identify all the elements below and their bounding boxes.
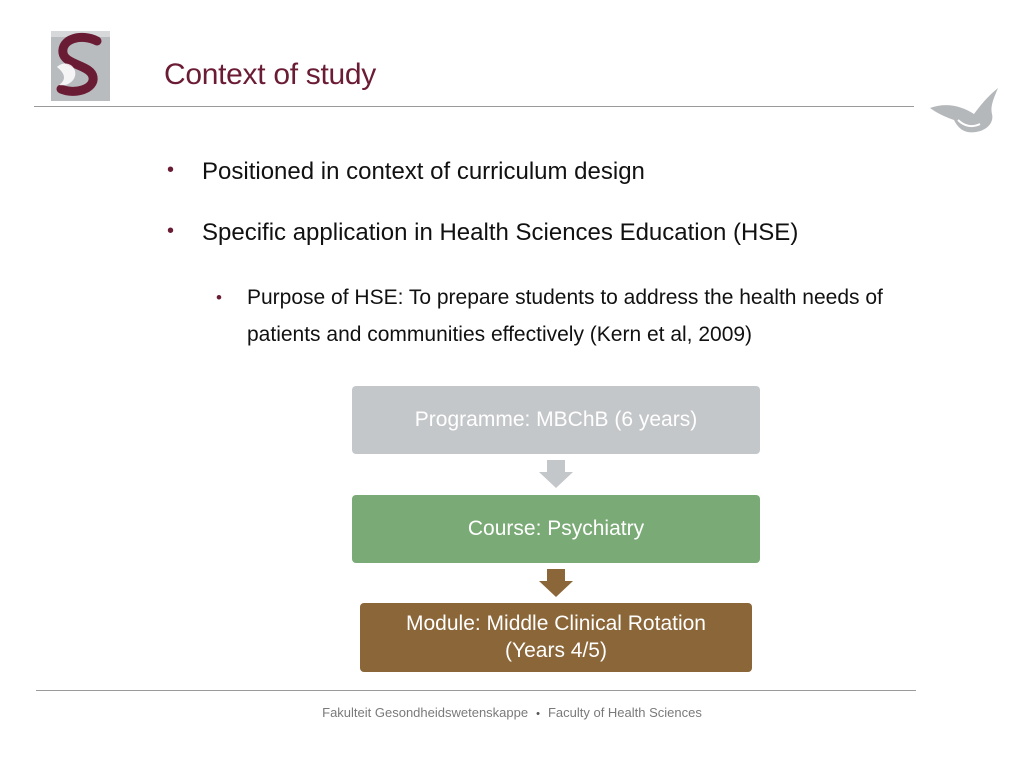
bullet-marker: • [167,159,175,181]
footer-right-text: Faculty of Health Sciences [547,705,702,720]
footer [0,705,1024,720]
bullet-item-2 [167,219,799,248]
course-box [352,495,760,563]
footer-separator: • [536,708,540,720]
footer-left-text: Fakulteit Gesondheidswetenskappe [322,705,529,720]
programme-box [352,386,760,454]
module-label-line2: (Years 4/5) [505,638,607,662]
sub-bullet-marker: • [216,288,222,307]
slide-title: Context of study [164,58,376,91]
bullet-marker: • [167,220,175,242]
sub-bullet-text: Purpose of HSE: To prepare students to address the health needs of patients and communities effectively (Kern et al, 2009) [247,286,883,346]
bullet-item-1 [167,158,645,187]
module-label-line1: Module: Middle Clinical Rotation [406,612,706,636]
down-arrow-icon [539,569,573,597]
sub-bullet-item [216,279,887,353]
course-label: Course: Psychiatry [467,516,645,540]
module-box [360,603,752,672]
programme-label: Programme: MBChB (6 years) [414,407,698,431]
top-divider [34,106,914,107]
bullet-text: Positioned in context of curriculum design [202,158,645,185]
bullet-text: Specific application in Health Sciences Education (HSE) [202,219,799,246]
university-logo [51,31,110,101]
bottom-divider [36,690,916,691]
down-arrow-icon [539,460,573,488]
fish-emblem-icon [928,84,1002,136]
